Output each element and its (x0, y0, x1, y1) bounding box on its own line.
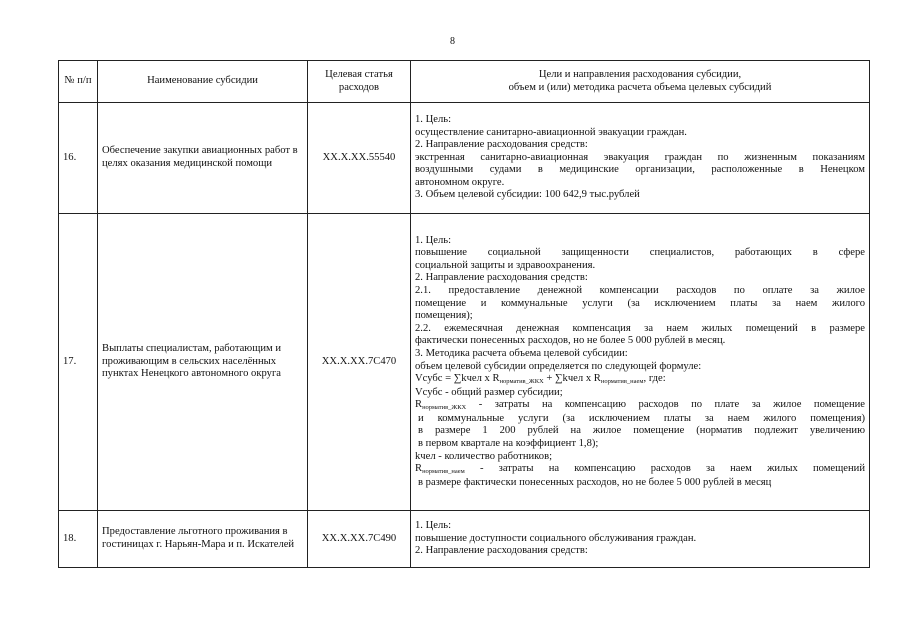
r-zhkh-definition: $R_{норматив\_ЖКХ}$ - затраты на компенсацию расходов по плате за жилое помещение (415, 399, 865, 412)
desc-line: в размере 1 200 рублей на жилое помещение (норматив подлежит увеличению (418, 425, 865, 437)
header-desc-line2: объем и (или) методика расчета объема целевых субсидий (508, 81, 772, 93)
row-17-code: XX.X.XX.7C470 (308, 214, 411, 511)
row-16-name: Обеспечение закупки авиационных работ в целях оказания медицинской помощи (98, 103, 308, 214)
desc-line: экстренная санитарно-авиационная эвакуация граждан по жизненным показаниям (415, 151, 865, 163)
header-name: Наименование субсидии (98, 61, 308, 103)
table-row (59, 214, 870, 511)
desc-line: 2. Направление расходования средств: (415, 272, 588, 284)
desc-line: и коммунальные услуги (за исключением платы за наем жилого помещения) (418, 412, 865, 424)
table-header-row (59, 61, 870, 103)
formula: Vсубс = ∑kчел x $R_{норматив\_ЖКХ}$ + ∑kчел x $R_{норматив\_наем}$, где: (415, 373, 666, 386)
row-18-num: 18. (59, 511, 98, 568)
desc-line: воздушными судами в медицинские организации, расположенные в Ненецком (415, 164, 865, 176)
row-16-code: XX.X.XX.55540 (308, 103, 411, 214)
row-16-num: 16. (59, 103, 98, 214)
row-17-name: Выплаты специалистам, работающим и проживающим в сельских населённых пунктах Ненецкого автономного округа (98, 214, 308, 511)
desc-line: фактически понесенных расходов, но не более 5 000 рублей в месяц. (415, 335, 726, 347)
desc-line: kчел - количество работников; (415, 450, 553, 462)
desc-line: помещение и коммунальные услуги (за исключением платы за наем жилого (415, 297, 865, 309)
subsidies-table (58, 60, 870, 568)
desc-line: в размере фактически понесенных расходов, но не более 5 000 рублей в месяц (418, 476, 772, 488)
desc-line: 2.2. ежемесячная денежная компенсация за наем жилых помещений в размере (415, 322, 865, 334)
row-17-desc (411, 214, 870, 511)
row-16-desc (411, 103, 870, 214)
desc-line: объем целевой субсидии определяется по следующей формуле: (415, 360, 702, 372)
page-number: 8 (450, 36, 455, 47)
header-desc-line1: Цели и направления расходования субсидии, (538, 68, 742, 80)
row-17-num: 17. (59, 214, 98, 511)
desc-line: 2. Направление расходования средств: (415, 545, 588, 557)
desc-line: автономном округе. (415, 176, 505, 188)
table-row (59, 511, 870, 568)
desc-line: 2.1. предоставление денежной компенсации расходов по оплате за жилое (415, 284, 865, 296)
desc-line: в первом квартале на коэффициент 1,8); (418, 438, 599, 450)
desc-line: помещения); (415, 310, 473, 322)
desc-line: 1. Цель: (415, 113, 452, 125)
row-18-desc (411, 511, 870, 568)
desc-line: социальной защиты и здравоохранения. (415, 259, 596, 271)
header-desc (411, 61, 870, 103)
table-row (59, 103, 870, 214)
desc-line: 2. Направление расходования средств: (415, 139, 588, 151)
desc-line: осуществление санитарно-авиационной эвакуации граждан. (415, 126, 687, 138)
row-18-name: Предоставление льготного проживания в гостиницах г. Нарьян-Мара и п. Искателей (98, 511, 308, 568)
desc-line: 1. Цель: (415, 520, 452, 532)
desc-line: Vсубс - общий размер субсидии; (415, 386, 563, 398)
desc-line: повышение социальной защищенности специалистов, работающих в сфере (415, 247, 865, 259)
desc-line: 3. Методика расчета объема целевой субсидии: (415, 347, 628, 359)
header-num: № п/п (59, 61, 98, 103)
header-code: Целевая статья расходов (308, 61, 411, 103)
desc-line: 3. Объем целевой субсидии: 100 642,9 тыс.рублей (415, 189, 640, 201)
row-18-code: XX.X.XX.7C490 (308, 511, 411, 568)
desc-line: 1. Цель: (415, 234, 452, 246)
desc-line: повышение доступности социального обслуживания граждан. (415, 532, 697, 544)
r-naem-definition: $R_{норматив\_наем}$ - затраты на компенсацию расходов за наем жилых помещений (415, 463, 865, 476)
